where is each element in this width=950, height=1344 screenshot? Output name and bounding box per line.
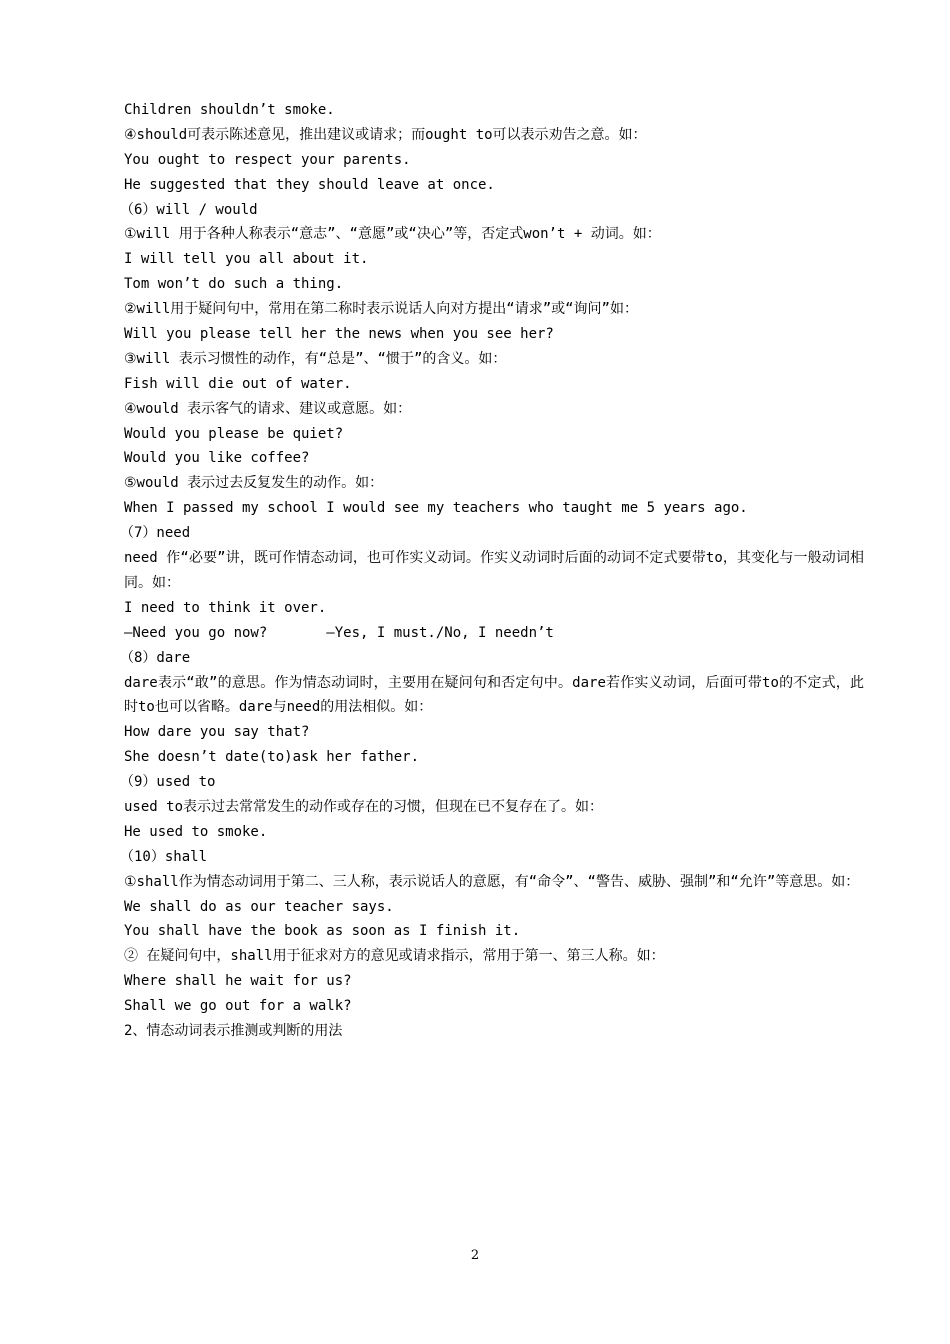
example-sentence: You shall have the book as soon as I finish it. xyxy=(124,923,521,940)
document-body xyxy=(120,98,864,1044)
example-sentence: He suggested that they should leave at once. xyxy=(124,176,495,193)
rule-text: used to表示过去常常发生的动作或存在的习惯，但现在已不复存在了。如： xyxy=(124,799,603,815)
rule-text: need 作“必要”讲，既可作情态动词，也可作实义动词。作实义动词时后面的动词不定式要带to，其变化与一般动词相同。如： xyxy=(124,550,864,591)
example-sentence: Where shall he wait for us? xyxy=(124,973,352,990)
example-sentence: I will tell you all about it. xyxy=(124,251,369,268)
rule-text: ② 在疑问句中，shall用于征求对方的意见或请求指示，常用于第一、第三人称。如： xyxy=(124,948,665,965)
example-sentence: She doesn’t date(to)ask her father. xyxy=(124,749,420,766)
section-heading: （9）used to xyxy=(120,774,216,791)
page-number: 2 xyxy=(470,1248,480,1263)
section-heading: （10）shall xyxy=(120,848,208,865)
section-heading: （6）will / would xyxy=(120,201,258,218)
example-sentence: Would you please be quiet? xyxy=(124,425,344,442)
section-heading: （7）need xyxy=(120,525,191,542)
rule-text: ④should可表示陈述意见，推出建议或请求；而ought to可以表示劝告之意。如： xyxy=(124,126,647,143)
example-sentence: We shall do as our teacher says. xyxy=(124,898,394,915)
example-sentence: —Need you go now? —Yes, I must./No, I needn’t xyxy=(124,624,554,641)
rule-text: ④would 表示客气的请求、建议或意愿。如： xyxy=(124,400,412,417)
example-sentence: Will you please tell her the news when you see her? xyxy=(124,326,554,343)
rule-text: ①shall作为情态动词用于第二、三人称，表示说话人的意愿，有“命令”、“警告、威胁、强制”和“允许”等意思。如： xyxy=(124,873,860,890)
example-sentence: He used to smoke. xyxy=(124,823,268,840)
example-sentence: Children shouldn’t smoke. xyxy=(124,102,335,118)
example-sentence: How dare you say that? xyxy=(124,724,310,741)
example-sentence: Fish will die out of water. xyxy=(124,375,352,392)
section-heading: （8）dare xyxy=(120,649,191,666)
example-sentence: I need to think it over. xyxy=(124,599,327,616)
example-sentence: When I passed my school I would see my teachers who taught me 5 years ago. xyxy=(124,500,748,517)
example-sentence: Tom won’t do such a thing. xyxy=(124,276,344,293)
rule-text: 2、情态动词表示推测或判断的用法 xyxy=(124,1023,343,1040)
rule-text: dare表示“敢”的意思。作为情态动词时，主要用在疑问句和否定句中。dare若作实义动词，后面可带to的不定式，此时to也可以省略。dare与need的用法相似。如： xyxy=(124,674,864,716)
example-sentence: You ought to respect your parents. xyxy=(124,151,411,168)
rule-text: ①will 用于各种人称表示“意志”、“意愿”或“决心”等，否定式won’t + 动词。如： xyxy=(124,226,661,243)
rule-text: ②will用于疑问句中，常用在第二称时表示说话人向对方提出“请求”或“询问”如： xyxy=(124,301,638,318)
example-sentence: Shall we go out for a walk? xyxy=(124,998,352,1015)
rule-text: ③will 表示习惯性的动作，有“总是”、“惯于”的含义。如： xyxy=(124,350,507,367)
rule-text: ⑤would 表示过去反复发生的动作。如： xyxy=(124,475,384,492)
example-sentence: Would you like coffee? xyxy=(124,450,310,467)
